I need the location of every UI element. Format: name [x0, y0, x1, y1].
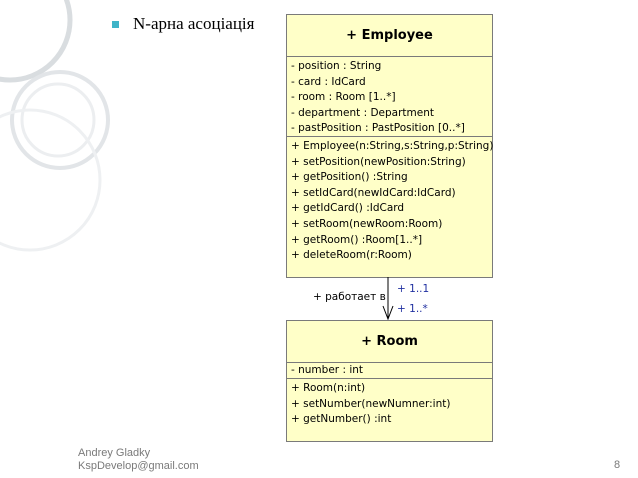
room-class-box[interactable]	[286, 320, 493, 442]
employee-operation: + getPosition() :String	[291, 171, 408, 184]
room-operations	[287, 379, 492, 430]
employee-operation: + getIdCard() :IdCard	[291, 202, 405, 215]
employee-operation: + getRoom() :Room[1..*]	[291, 233, 423, 246]
employee-attribute: - room : Room [1..*]	[291, 91, 396, 104]
room-operation: + Room(n:int)	[291, 382, 366, 394]
multiplicity-room: + 1..*	[397, 303, 428, 315]
room-attribute: - number : int	[291, 364, 364, 376]
employee-operation: + setIdCard(newIdCard:IdCard)	[291, 186, 456, 199]
room-operation: + getNumber() :int	[291, 413, 392, 426]
employee-attribute: - card : IdCard	[291, 75, 366, 88]
employee-class-title: + Employee	[287, 15, 492, 57]
employee-attribute: - position : String	[291, 60, 382, 72]
employee-operation: + setPosition(newPosition:String)	[291, 155, 466, 168]
room-class-title: + Room	[287, 321, 492, 363]
footer-author	[78, 447, 199, 473]
footer-email: KspDevelop@gmail.com	[78, 460, 199, 472]
multiplicity-employee: + 1..1	[397, 283, 430, 295]
employee-operation: + Employee(n:String,s:String,p:String)	[291, 140, 494, 152]
employee-operation: + setRoom(newRoom:Room)	[291, 217, 443, 230]
room-operation: + setNumber(newNumner:int)	[291, 397, 451, 410]
page-number: 8	[614, 459, 621, 471]
employee-attribute: - pastPosition : PastPosition [0..*]	[291, 122, 465, 135]
bullet-text: N-арна асоціація	[133, 14, 255, 33]
room-attributes	[287, 363, 492, 379]
employee-operation: + deleteRoom(r:Room)	[291, 249, 412, 262]
association-label: + работает в	[313, 291, 386, 303]
footer-name: Andrey Gladky	[78, 447, 151, 459]
employee-attribute: - department : Department	[291, 106, 434, 119]
